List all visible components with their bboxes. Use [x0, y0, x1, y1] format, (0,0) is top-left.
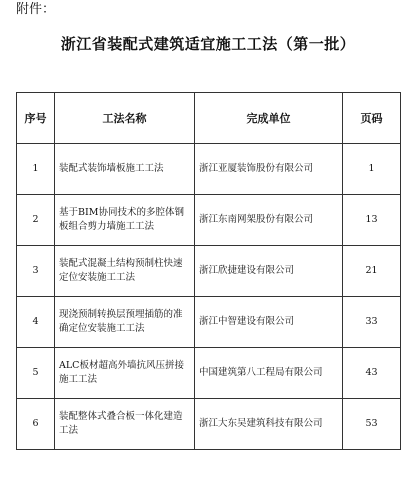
- row-method-name: 装配整体式叠合板一体化建造工法: [55, 399, 195, 450]
- row-unit: 浙江欣捷建设有限公司: [195, 246, 343, 297]
- row-index: 4: [17, 297, 55, 348]
- row-index: 6: [17, 399, 55, 450]
- row-method-name: 装配式混凝土结构预制柱快速定位安装施工工法: [55, 246, 195, 297]
- row-method-name: 装配式装饰墙板施工工法: [55, 144, 195, 195]
- table-row: [17, 399, 401, 450]
- column-header-unit: 完成单位: [195, 93, 343, 144]
- row-page: 43: [343, 348, 401, 399]
- table-row: [17, 246, 401, 297]
- methods-table: [16, 92, 401, 450]
- row-unit: 浙江亚厦装饰股份有限公司: [195, 144, 343, 195]
- document-title: 浙江省装配式建筑适宜施工工法（第一批）: [60, 35, 356, 53]
- row-index: 2: [17, 195, 55, 246]
- row-method-name: ALC板材超高外墙抗风压拼接施工工法: [55, 348, 195, 399]
- row-index: 5: [17, 348, 55, 399]
- row-index: 1: [17, 144, 55, 195]
- row-unit: 浙江大东吴建筑科技有限公司: [195, 399, 343, 450]
- table-row: [17, 195, 401, 246]
- column-header-index: 序号: [17, 93, 55, 144]
- table-row: [17, 144, 401, 195]
- column-header-name: 工法名称: [55, 93, 195, 144]
- row-method-name: 基于BIM协同技术的多腔体钢板组合剪力墙施工工法: [55, 195, 195, 246]
- row-page: 13: [343, 195, 401, 246]
- row-index: 3: [17, 246, 55, 297]
- row-method-name: 现浇预制转换层预埋插筋的准确定位安装施工工法: [55, 297, 195, 348]
- column-header-page: 页码: [343, 93, 401, 144]
- row-unit: 中国建筑第八工程局有限公司: [195, 348, 343, 399]
- row-unit: 浙江中智建设有限公司: [195, 297, 343, 348]
- row-unit: 浙江东南网架股份有限公司: [195, 195, 343, 246]
- row-page: 53: [343, 399, 401, 450]
- table-row: [17, 348, 401, 399]
- row-page: 21: [343, 246, 401, 297]
- row-page: 33: [343, 297, 401, 348]
- table-header-row: [17, 93, 401, 144]
- row-page: 1: [343, 144, 401, 195]
- table-row: [17, 297, 401, 348]
- attachment-label: 附件：: [16, 2, 56, 17]
